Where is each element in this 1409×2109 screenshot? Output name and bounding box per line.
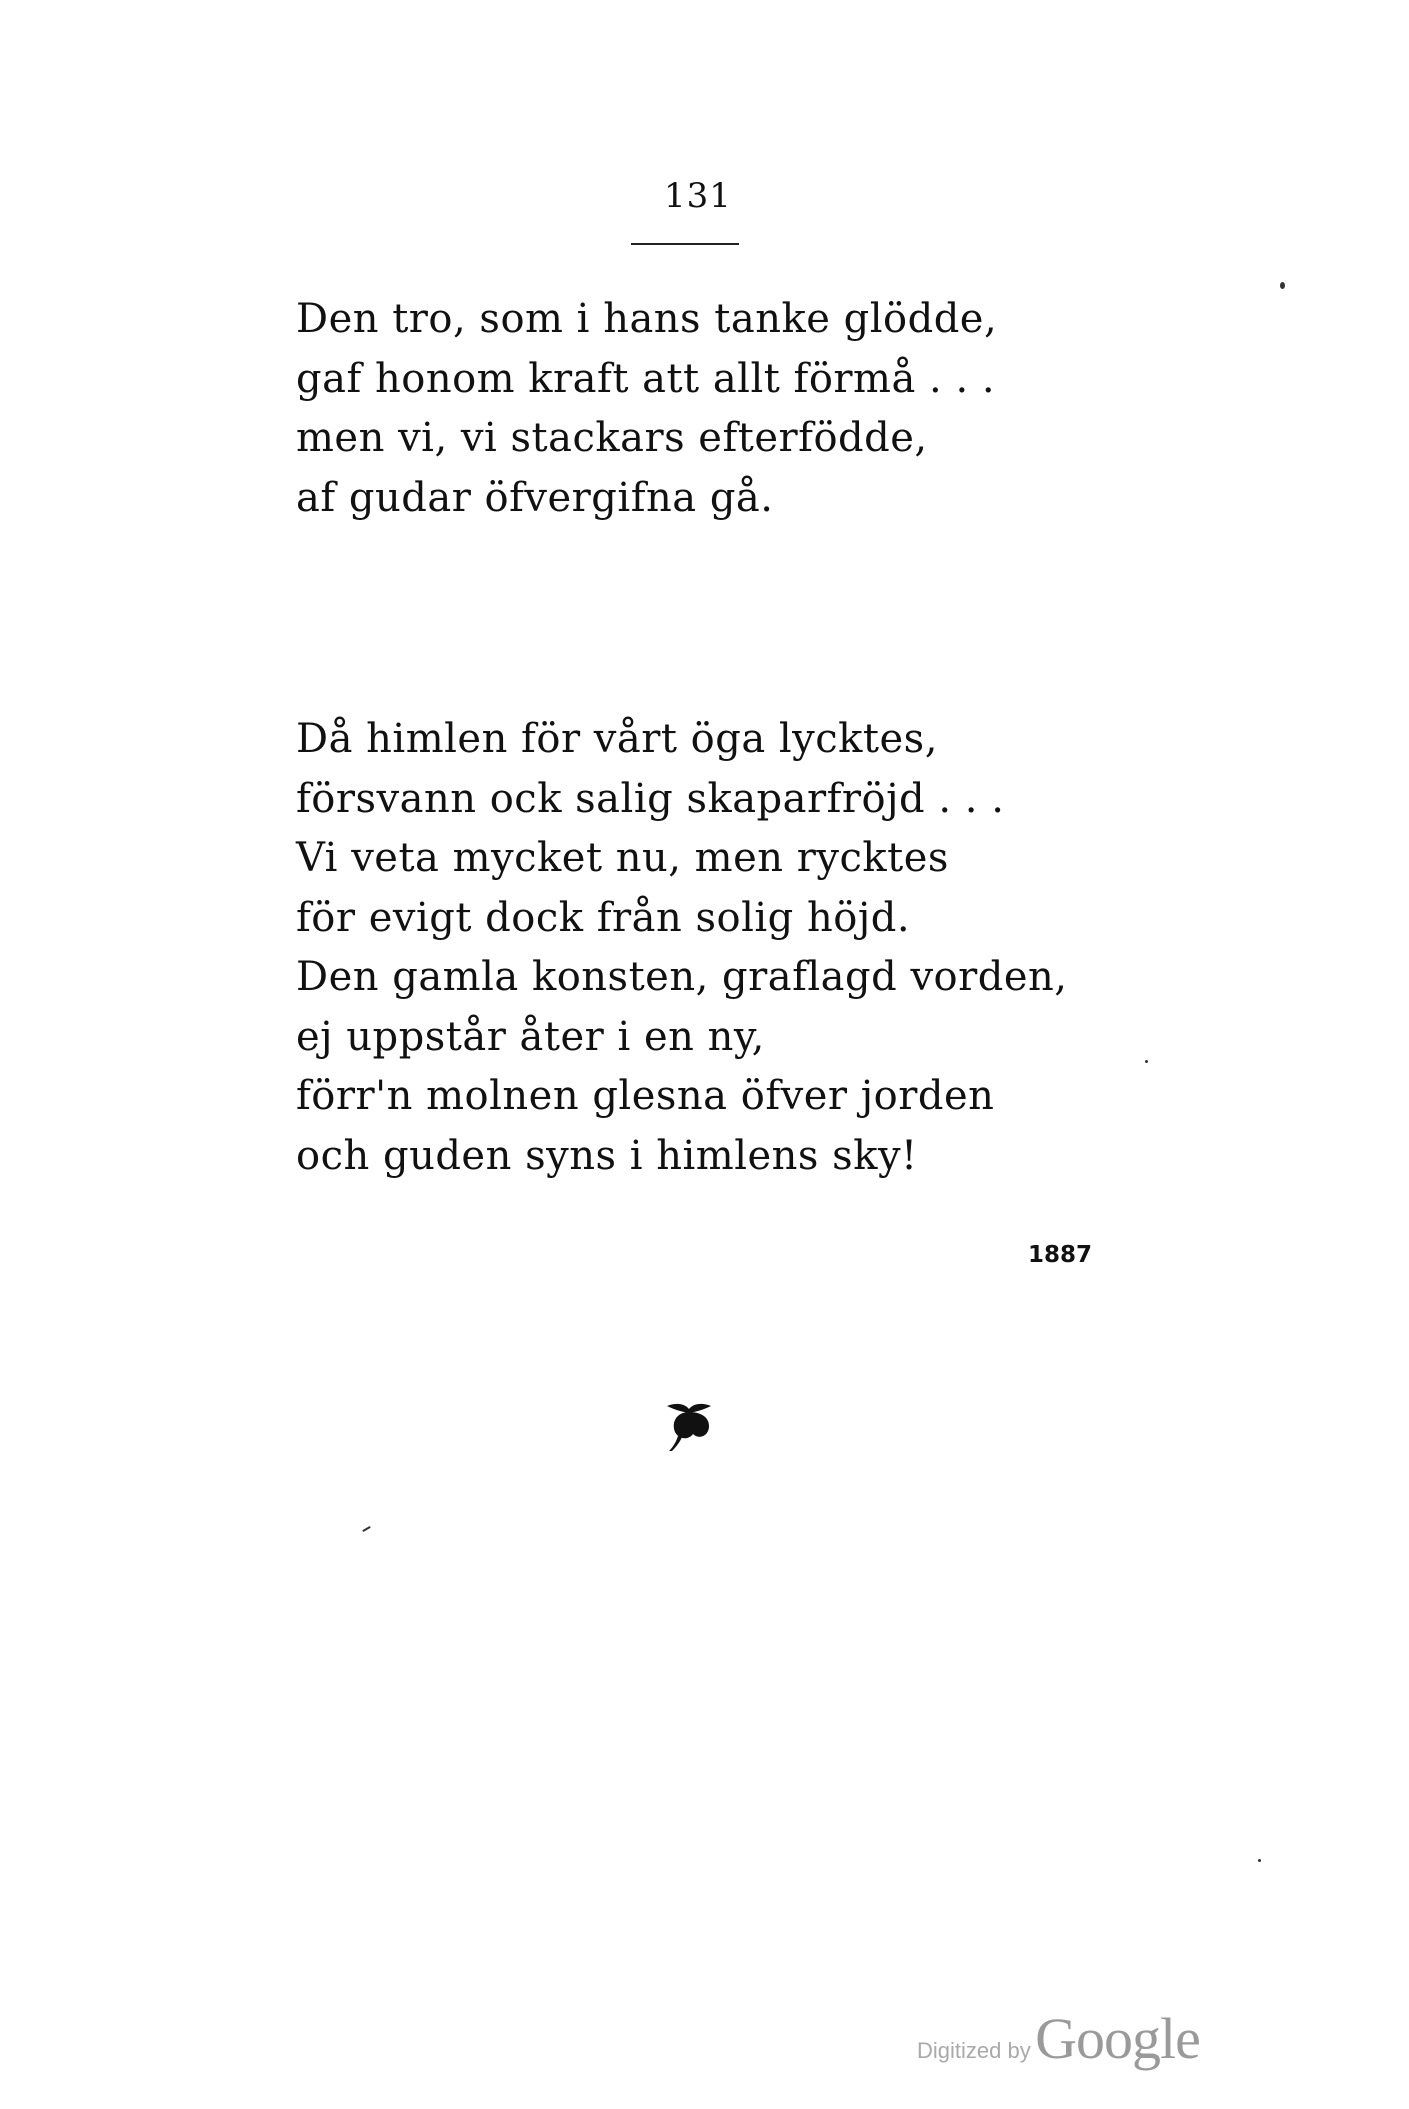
header-rule (631, 243, 739, 245)
digitized-watermark (917, 2005, 1200, 2072)
verse-line: försvann ock salig skaparfröjd . . . (296, 775, 1005, 822)
verse-line: Vi veta mycket nu, men rycktes (296, 835, 949, 881)
scan-speck (1280, 282, 1285, 289)
scan-speck (362, 1526, 371, 1532)
stanza-2 (296, 710, 1068, 1186)
verse-line: men vi, vi stackars efterfödde, (296, 415, 928, 461)
verse-line: förr'n molnen glesna öfver jorden (296, 1073, 995, 1119)
verse-line: Den tro, som i hans tanke glödde, (296, 296, 998, 342)
scan-speck (1258, 1859, 1261, 1862)
page-number: 131 (664, 176, 732, 216)
verse-line: ej uppstår åter i en ny, (296, 1013, 765, 1060)
verse-line: för evigt dock från solig höjd. (296, 894, 911, 941)
poem-year: 1887 (1028, 1242, 1093, 1268)
verse-line: och guden syns i himlens sky! (296, 1132, 918, 1179)
scan-speck (1145, 1060, 1148, 1063)
verse-line: Den gamla konsten, graflagd vorden, (296, 954, 1068, 1000)
digitized-label: Digitized by (917, 2038, 1031, 2063)
fleuron-icon (665, 1400, 713, 1452)
google-logo: Google (1035, 2006, 1200, 2071)
verse-line: af gudar öfvergifna gå. (296, 474, 774, 521)
verse-line: Då himlen för vårt öga lycktes, (296, 716, 938, 762)
verse-line: gaf honom kraft att allt förmå . . . (296, 355, 996, 402)
stanza-1 (296, 290, 997, 528)
